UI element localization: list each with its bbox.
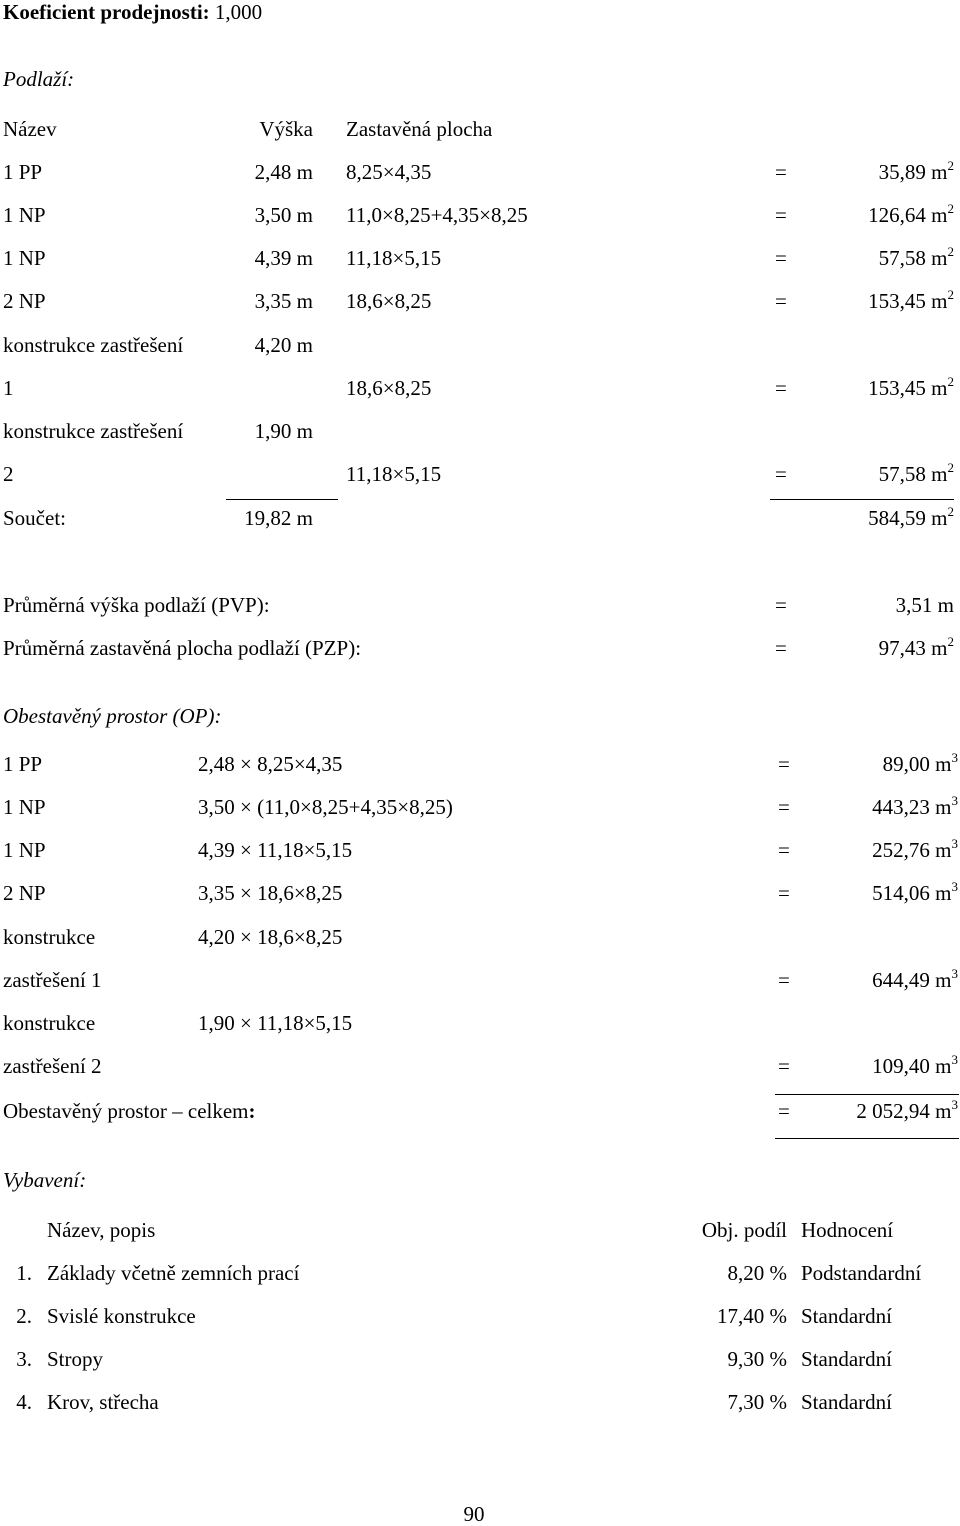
floor-area-value: 126,64 $m^2$ [868,201,954,227]
equipment-name: Stropy [47,1347,104,1371]
coefficient-label: Koeficient prodejnosti: [3,0,210,24]
equals-sign: = [778,881,790,905]
page-number: 90 [463,1502,485,1526]
floor-area-formula: 18,6×8,25 [346,289,432,313]
equipment-name: Krov, střecha [47,1390,159,1414]
floor-name: 1 [3,376,14,400]
sum-height-rule [226,499,338,500]
equals-sign: = [775,160,787,184]
section-heading-podlazi: Podlaží: [3,67,75,91]
op-row-name: 1 NP [3,838,46,862]
op-row-value: 109,40 $m^3$ [872,1052,958,1078]
equals-sign: = [778,838,790,862]
pzp-label: Průměrná zastavěná plocha podlaží (PZP): [3,636,362,660]
equals-sign: = [775,462,787,486]
floor-height: 1,90 m [254,419,313,443]
pzp-value: 97,43 $m^2$ [878,634,954,660]
floor-area-formula: 18,6×8,25 [346,376,432,400]
equipment-share: 17,40 % [717,1304,787,1328]
col-header-name: Název [3,117,57,141]
total-upper-rule [775,1094,959,1095]
section-heading-vybaveni: Vybavení: [3,1168,87,1192]
equals-sign: = [778,795,790,819]
floor-area-formula: 11,18×5,15 [346,462,442,486]
op-row-value: 514,06 $m^3$ [872,879,958,905]
equipment-rating: Standardní [801,1347,892,1371]
op-row-value: 89,00 $m^3$ [882,750,958,776]
op-row-name: zastřešení 1 [3,968,102,992]
op-row-name: 1 NP [3,795,46,819]
col-header-height: Výška [259,117,313,141]
header-line [3,0,262,24]
sum-height: 19,82 m [244,506,313,530]
op-row-name: konstrukce [3,1011,96,1035]
floor-area-formula: 11,18×5,15 [346,246,442,270]
sum-area-rule [770,499,954,500]
op-row-name: zastřešení 2 [3,1054,102,1078]
equipment-rating: Standardní [801,1304,892,1328]
floor-name: 2 NP [3,289,46,313]
sum-label: Součet: [3,506,66,530]
equals-sign: = [775,289,787,313]
col-header-rating: Hodnocení [801,1218,894,1242]
floor-area-formula: 11,0×8,25+4,35×8,25 [346,203,528,227]
op-row-value: 644,49 $m^3$ [872,966,958,992]
op-row-formula: 4,39 × 11,18×5,15 [198,838,353,862]
pvp-equals: = [775,593,787,617]
floor-area-value: 153,45 $m^2$ [868,287,954,313]
op-row-formula: 4,20 × 18,6×8,25 [198,925,343,949]
op-row-value: 443,23 $m^3$ [872,793,958,819]
equipment-number: 2. [16,1304,32,1328]
op-row-name: 2 NP [3,881,46,905]
equipment-name: Svislé konstrukce [47,1304,196,1328]
equals-sign: = [775,246,787,270]
equipment-share: 9,30 % [727,1347,787,1371]
floor-height: 2,48 m [254,160,313,184]
floor-height: 4,39 m [254,246,313,270]
total-equals: = [778,1099,790,1123]
floor-height: 4,20 m [254,333,313,357]
equipment-number: 3. [16,1347,32,1371]
floor-name: 1 NP [3,203,46,227]
coefficient-value: 1,000 [214,0,263,24]
floor-area-value: 57,58 $m^2$ [878,244,954,270]
equipment-share: 7,30 % [727,1390,787,1414]
equipment-number: 1. [16,1261,32,1285]
total-lower-rule [775,1138,959,1139]
floor-name: 1 NP [3,246,46,270]
floor-name: konstrukce zastřešení [3,333,184,357]
floor-name: 2 [3,462,14,486]
floor-name: 1 PP [3,160,43,184]
equals-sign: = [778,968,790,992]
floor-area-value: 35,89 $m^2$ [878,158,954,184]
equipment-rating: Standardní [801,1390,892,1414]
floor-area-value: 153,45 $m^2$ [868,374,954,400]
equipment-number: 4. [16,1390,32,1414]
op-row-formula: 3,50 × (11,0×8,25+4,35×8,25) [198,795,453,819]
total-label: Obestavěný prostor – celkem: [3,1099,256,1123]
op-row-formula: 3,35 × 18,6×8,25 [198,881,343,905]
floor-area-value: 57,58 $m^2$ [878,460,954,486]
pvp-value: 3,51 m [895,593,954,617]
total-value: 2 052,94 $m^3$ [856,1097,958,1123]
equipment-share: 8,20 % [727,1261,787,1285]
equipment-rating: Podstandardní [801,1261,922,1285]
col-header-equipment-name: Název, popis [47,1218,156,1242]
equals-sign: = [775,203,787,227]
col-header-area: Zastavěná plocha [346,117,493,141]
floor-height: 3,35 m [254,289,313,313]
col-header-share: Obj. podíl [701,1218,787,1242]
section-heading-op: Obestavěný prostor (OP): [3,704,222,728]
op-row-formula: 2,48 × 8,25×4,35 [198,752,343,776]
floor-height: 3,50 m [254,203,313,227]
equals-sign: = [778,1054,790,1078]
floor-area-formula: 8,25×4,35 [346,160,432,184]
equipment-name: Základy včetně zemních prací [47,1261,300,1285]
op-row-value: 252,76 $m^3$ [872,836,958,862]
op-row-name: 1 PP [3,752,43,776]
sum-area: 584,59 $m^2$ [868,504,954,530]
equals-sign: = [778,752,790,776]
op-row-name: konstrukce [3,925,96,949]
equals-sign: = [775,376,787,400]
pvp-label: Průměrná výška podlaží (PVP): [3,593,270,617]
pzp-equals: = [775,636,787,660]
op-row-formula: 1,90 × 11,18×5,15 [198,1011,353,1035]
floor-name: konstrukce zastřešení [3,419,184,443]
